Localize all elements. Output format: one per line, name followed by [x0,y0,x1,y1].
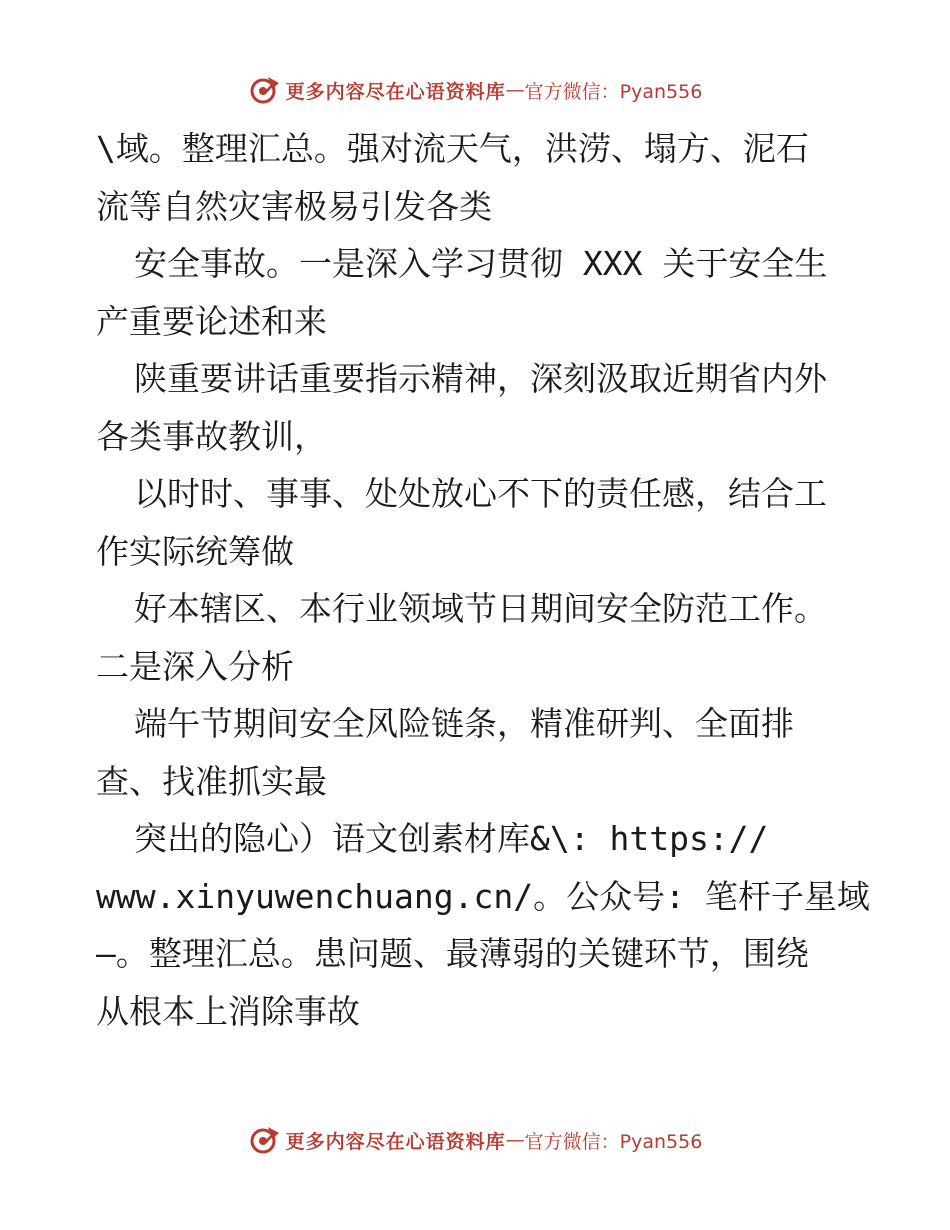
body-line: 作实际统筹做 [96,531,294,571]
footer-banner-separator: — [505,1129,525,1151]
body-line: 从根本上消除事故 [96,991,360,1031]
body-line: 二是深入分析 [96,646,294,686]
body-line: 以时时、事事、处处放心不下的责任感，结合工 [134,474,827,513]
body-line: 流等自然灾害极易引发各类 [96,186,492,226]
header-wechat-text: 官方微信：Pyan556 [524,80,703,103]
header-banner-separator: — [505,79,525,101]
document-body [96,120,876,1040]
footer-wechat-text: 官方微信：Pyan556 [524,1130,703,1153]
pen-nib-logo-icon [248,73,282,107]
body-line: 查、找准抓实最 [96,761,327,801]
body-line: 好本辖区、本行业领域节日期间安全防范工作。 [134,589,827,628]
footer-banner-text: 更多内容尽在心语资料库 [285,1130,506,1153]
body-line: www.xinyuwenchuang.cn/。公众号: 笔杆子星域 [96,876,870,916]
page-footer-banner [0,1120,950,1160]
body-line: —。整理汇总。患问题、最薄弱的关键环节，围绕 [96,934,809,973]
body-line: 端午节期间安全风险链条，精准研判、全面排 [134,704,794,743]
pen-nib-logo-icon [248,1123,282,1157]
body-line: \域。整理汇总。强对流天气，洪涝、塌方、泥石 [96,129,809,168]
page-header-banner [0,70,950,110]
body-line: 各类事故教训， [96,416,327,456]
body-line: 陕重要讲话重要指示精神，深刻汲取近期省内外 [134,359,827,398]
header-banner-text: 更多内容尽在心语资料库 [285,80,506,103]
body-line: 产重要论述和来 [96,301,327,341]
body-line: 突出的隐心）语文创素材库&\: https:// [134,819,769,858]
body-line: 安全事故。一是深入学习贯彻 XXX 关于安全生 [134,244,828,283]
